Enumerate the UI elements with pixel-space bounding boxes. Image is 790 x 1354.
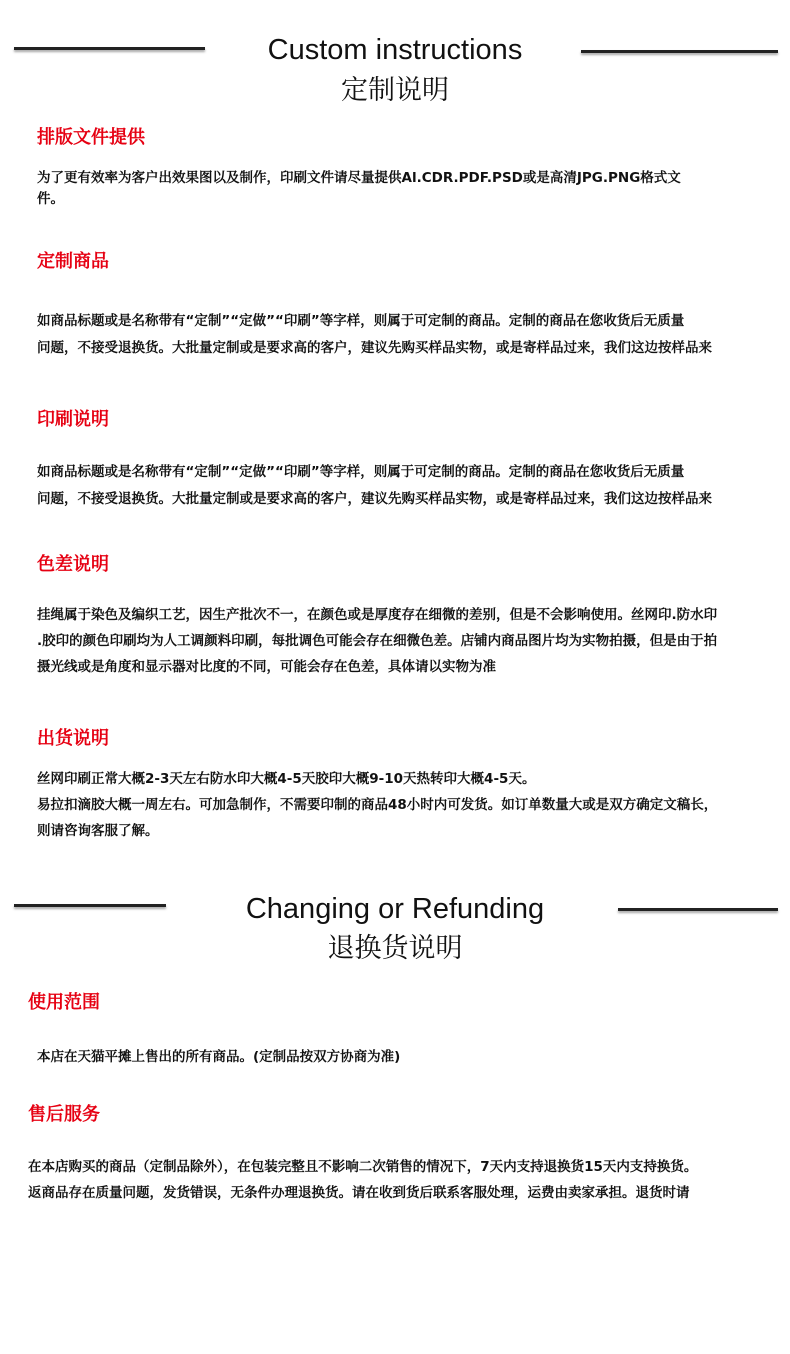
section-title-printing: 印刷说明 — [37, 409, 109, 430]
text-line: 在本店购买的商品（定制品除外），在包装完整且不影响二次销售的情况下，7天内支持退换货15天内支持换货。 — [28, 1159, 698, 1175]
section-body-layout-files — [37, 168, 681, 210]
text-line: 问题，不接受退换货。大批量定制或是要求高的客户，建议先购买样品实物，或是寄样品过来，我们这边按样品来 — [37, 491, 712, 507]
section-body-color-difference — [37, 602, 717, 680]
section-title-custom-products: 定制商品 — [37, 251, 109, 272]
section-body-after-sales — [28, 1154, 697, 1206]
text-line: .胶印的颜色印刷均为人工调颜料印刷，每批调色可能会存在细微色差。店铺内商品图片均为实物拍摄，但是由于拍 — [37, 633, 718, 649]
custom-title-en: Custom instructions — [267, 34, 523, 66]
refund-title-zh: 退换货说明 — [327, 933, 463, 964]
text-line: 摄光线或是角度和显示器对比度的不同，可能会存在色差，具体请以实物为准 — [37, 659, 496, 675]
text-line: 易拉扣滴胶大概一周左右。可加急制作，不需要印制的商品48小时内可发货。如订单数量大或是双方确定文稿长， — [37, 797, 718, 813]
section-title-color-difference: 色差说明 — [37, 554, 109, 575]
text-line: 则请咨询客服了解。 — [37, 823, 159, 839]
section-title-shipping: 出货说明 — [37, 728, 109, 749]
text-line: 挂绳属于染色及编织工艺，因生产批次不一，在颜色或是厚度存在细微的差别，但是不会影响使用。丝网印.防水印 — [37, 607, 718, 623]
text-line: 如商品标题或是名称带有“定制”“定做”“印刷”等字样，则属于可定制的商品。定制的商品在您收货后无质量 — [37, 313, 685, 329]
section-body-shipping — [37, 766, 717, 844]
text-line: 本店在天猫平摊上售出的所有商品。(定制品按双方协商为准) — [37, 1049, 401, 1065]
text-line: 如商品标题或是名称带有“定制”“定做”“印刷”等字样，则属于可定制的商品。定制的商品在您收货后无质量 — [37, 464, 685, 480]
section-body-printing — [37, 459, 712, 513]
section-title-after-sales: 售后服务 — [28, 1104, 100, 1125]
text-line: 丝网印刷正常大概2-3天左右防水印大概4-5天胶印大概9-10天热转印大概4-5天。 — [37, 771, 536, 787]
section-body-custom-products — [37, 308, 712, 362]
section-body-scope — [37, 1045, 400, 1069]
custom-title-zh: 定制说明 — [341, 75, 449, 106]
text-line: 件。 — [37, 191, 64, 207]
text-line: 问题，不接受退换货。大批量定制或是要求高的客户，建议先购买样品实物，或是寄样品过来，我们这边按样品来 — [37, 340, 712, 356]
refund-title-en: Changing or Refunding — [245, 893, 545, 925]
section-title-scope: 使用范围 — [28, 992, 100, 1013]
section-title-layout-files: 排版文件提供 — [37, 127, 145, 148]
text-line: 为了更有效率为客户出效果图以及制作，印刷文件请尽量提供Al.CDR.PDF.PSD或是高清JPG.PNG格式文 — [37, 170, 681, 186]
text-line: 返商品存在质量问题，发货错误，无条件办理退换货。请在收到货后联系客服处理，运费由卖家承担。退货时请 — [28, 1185, 690, 1201]
